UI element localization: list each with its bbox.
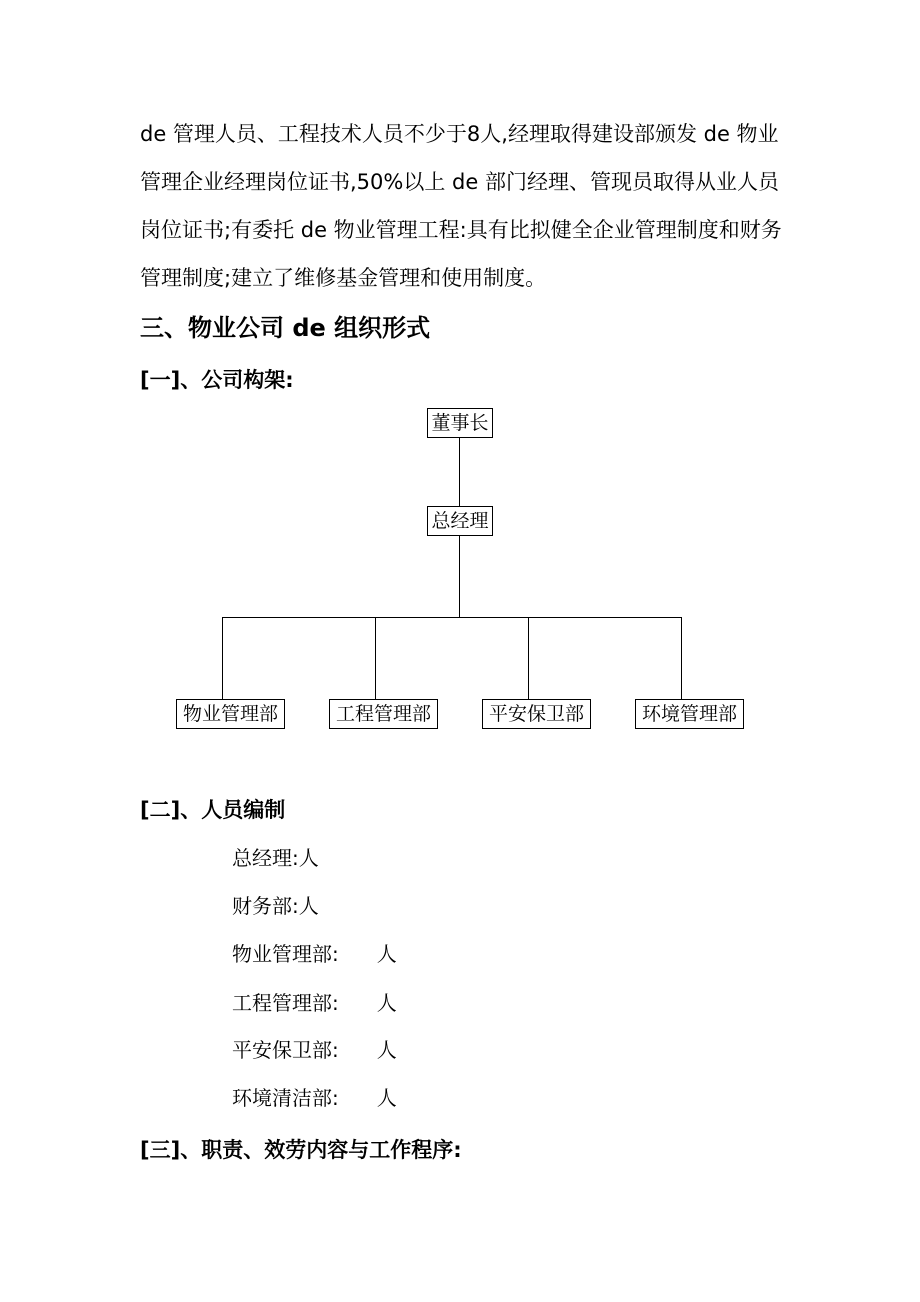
org-box-general-manager: 总经理 bbox=[427, 506, 493, 536]
org-box-security-dept: 平安保卫部 bbox=[482, 699, 591, 729]
staff-row-environment bbox=[232, 1084, 397, 1112]
org-box-property-dept: 物业管理部 bbox=[176, 699, 285, 729]
staff-role: 总经理 bbox=[232, 846, 292, 870]
staff-separator: : bbox=[292, 846, 299, 870]
subsection-structure: [一]、公司构架: bbox=[140, 368, 294, 392]
staff-separator: : bbox=[332, 942, 339, 966]
subsection-duties: [三]、职责、效劳内容与工作程序: bbox=[140, 1138, 462, 1162]
staff-row-general-manager bbox=[232, 844, 319, 872]
section-title: 三、物业公司 de 组织形式 bbox=[140, 314, 431, 342]
staff-role: 环境清洁部 bbox=[232, 1086, 332, 1110]
connector-dept-4 bbox=[681, 617, 682, 699]
org-box-environment-dept: 环境管理部 bbox=[635, 699, 744, 729]
connector-horizontal bbox=[222, 617, 682, 618]
staff-separator: : bbox=[332, 1086, 339, 1110]
staff-role: 财务部 bbox=[232, 894, 292, 918]
staff-role: 工程管理部 bbox=[232, 991, 332, 1015]
staff-count: 人 bbox=[298, 894, 319, 918]
staff-separator: : bbox=[292, 894, 299, 918]
org-box-chairman: 董事长 bbox=[427, 408, 493, 438]
connector-dept-2 bbox=[375, 617, 376, 699]
staff-separator: : bbox=[332, 1038, 339, 1062]
staff-separator: : bbox=[332, 991, 339, 1015]
connector-dept-1 bbox=[222, 617, 223, 699]
staff-role: 平安保卫部 bbox=[232, 1038, 332, 1062]
staff-row-security bbox=[232, 1036, 397, 1064]
staff-count: 人 bbox=[376, 991, 397, 1015]
staff-count: 人 bbox=[298, 846, 319, 870]
connector-middle-vertical bbox=[459, 536, 460, 618]
subsection-staffing: [二]、人员编制 bbox=[140, 798, 286, 822]
staff-count: 人 bbox=[376, 942, 397, 966]
org-box-engineering-dept: 工程管理部 bbox=[329, 699, 438, 729]
staff-role: 物业管理部 bbox=[232, 942, 332, 966]
staff-count: 人 bbox=[376, 1086, 397, 1110]
staff-row-finance bbox=[232, 892, 319, 920]
staff-row-property bbox=[232, 940, 397, 968]
staff-count: 人 bbox=[376, 1038, 397, 1062]
connector-top-vertical bbox=[459, 438, 460, 506]
intro-paragraph: de 管理人员、工程技术人员不少于8人,经理取得建设部颁发 de 物业管理企业经理岗位证书,50%以上 de 部门经理、管现员取得从业人员岗位证书;有委托 de 物业管理工程:具有比拟健全企业管理制度和财务管理制度;建立了维修基金管理和使用制度。 bbox=[140, 122, 782, 290]
connector-dept-3 bbox=[528, 617, 529, 699]
staff-row-engineering bbox=[232, 989, 397, 1017]
